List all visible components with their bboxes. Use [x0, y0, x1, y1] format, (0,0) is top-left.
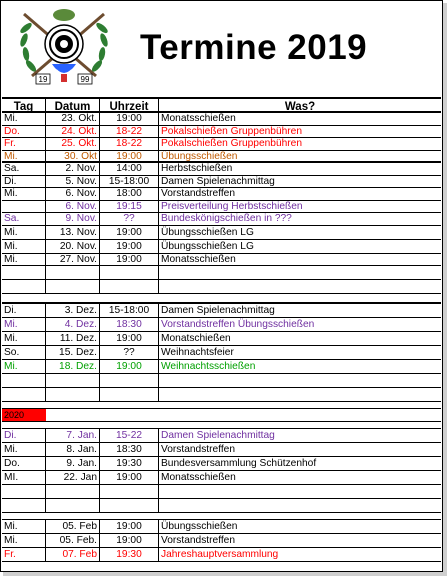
table-row	[2, 534, 441, 548]
cell-time	[100, 388, 159, 401]
table-row	[2, 176, 441, 189]
cell-what: Jahreshauptversammlung	[161, 549, 279, 560]
cell-date: 07. Feb	[46, 548, 100, 561]
cell-time: 19:00	[100, 240, 159, 253]
table-row	[2, 318, 441, 332]
cell-what: Monatsschießen	[161, 253, 236, 265]
cell-what: Weihnachtsschießen	[161, 361, 256, 372]
empty-row	[2, 280, 441, 294]
cell-day	[2, 499, 46, 512]
cell-date: 2. Nov.	[46, 163, 100, 175]
cell-time: 19:15	[100, 201, 159, 213]
cell-day: Mi.	[2, 240, 46, 253]
header-time: Uhrzeit	[100, 99, 159, 111]
cell-time: 15-22	[100, 429, 159, 442]
cell-day: Fr.	[2, 138, 46, 150]
cell-date: 15. Dez.	[46, 346, 100, 359]
cell-date	[46, 499, 100, 512]
cell-what: Damen Spielenachmittag	[161, 175, 275, 187]
cell-time: 19:30	[100, 457, 159, 470]
cell-day: Mi.	[2, 188, 46, 200]
header-date: Datum	[46, 99, 100, 111]
cell-time: 18:00	[100, 188, 159, 200]
cell-date: 11. Dez.	[46, 332, 100, 345]
cell-what: Bundeskönigschießen in ???	[161, 213, 292, 224]
table-row	[2, 163, 441, 176]
page-shadow-bottom	[3, 572, 447, 576]
table-row	[2, 429, 441, 443]
year-2020-divider	[2, 409, 441, 422]
cell-day: So.	[2, 346, 46, 359]
cell-date: 05. Feb	[46, 520, 100, 533]
table-row	[2, 443, 441, 457]
table-row	[2, 548, 441, 562]
cell-time	[100, 266, 159, 279]
table-row	[2, 113, 441, 126]
cell-date: 24. Okt.	[46, 126, 100, 138]
cell-time: 19:00	[100, 151, 159, 162]
cell-date: 9. Jan.	[46, 457, 100, 470]
empty-row	[2, 485, 441, 499]
cell-date: 5. Nov.	[46, 176, 100, 188]
empty-row	[2, 266, 441, 280]
cell-day: Mi.	[2, 254, 46, 266]
cell-time: 14:00	[100, 163, 159, 175]
cell-what	[159, 388, 441, 401]
cell-what: Übungsschießen LG	[161, 240, 254, 252]
cell-time: 19:00	[100, 534, 159, 547]
cell-date: 18. Dez.	[46, 360, 100, 373]
cell-what: Vorstandstreffen	[161, 535, 236, 546]
cell-date: 9. Nov.	[46, 213, 100, 225]
schedule-table	[2, 97, 441, 562]
cell-day	[2, 485, 46, 498]
cell-day: Mi.	[2, 520, 46, 533]
empty-row	[2, 499, 441, 513]
cell-date	[46, 485, 100, 498]
cell-date: 4. Dez.	[46, 318, 100, 331]
cell-date: 05. Feb.	[46, 534, 100, 547]
spacer-row	[2, 422, 441, 429]
cell-what: Preisverteilung Herbstschießen	[161, 200, 303, 212]
cell-day: Mi.	[2, 534, 46, 547]
cell-day: Sa.	[2, 213, 46, 225]
table-row	[2, 254, 441, 267]
cell-time: 19:00	[100, 332, 159, 345]
spacer-row	[2, 513, 441, 520]
cell-what	[159, 374, 441, 387]
table-row	[2, 213, 441, 226]
logo-year-left: 19	[38, 75, 48, 84]
cell-date: 20. Nov.	[46, 240, 100, 253]
table-row	[2, 188, 441, 201]
cell-date: 30. Okt	[46, 151, 100, 162]
cell-day: Do.	[2, 457, 46, 470]
empty-row	[2, 374, 441, 388]
table-row	[2, 520, 441, 534]
cell-what: Herbstschießen	[161, 163, 233, 174]
cell-time: ??	[100, 346, 159, 359]
cell-day: Sa.	[2, 163, 46, 175]
cell-time: 19:30	[100, 548, 159, 561]
cell-day: Fr.	[2, 548, 46, 561]
table-row	[2, 304, 441, 318]
cell-date: 3. Dez.	[46, 304, 100, 317]
table-row	[2, 201, 441, 214]
table-row	[2, 457, 441, 471]
cell-day: Mi.	[2, 113, 46, 125]
cell-what: Monatschießen	[161, 333, 231, 344]
year-2020-label: 2020	[2, 409, 46, 421]
cell-day: Mi.	[2, 226, 46, 239]
cell-date	[46, 280, 100, 293]
cell-day	[2, 201, 46, 213]
cell-time	[100, 485, 159, 498]
cell-time: 19:00	[100, 360, 159, 373]
cell-time: 19:00	[100, 254, 159, 266]
cell-time: 18-22	[100, 138, 159, 150]
table-row	[2, 226, 441, 240]
cell-day	[2, 266, 46, 279]
cell-day: Di.	[2, 176, 46, 188]
empty-row	[2, 388, 441, 402]
cell-what: Übungsschießen	[161, 521, 238, 532]
table-row	[2, 138, 441, 151]
cell-what	[159, 266, 441, 279]
table-row	[2, 471, 441, 485]
cell-what: Monatsschießen	[161, 472, 236, 483]
cell-time: 19:00	[100, 113, 159, 125]
header-day: Tag	[2, 99, 46, 111]
cell-what: Monatsschießen	[161, 113, 236, 124]
cell-day	[2, 374, 46, 387]
cell-time: 18:30	[100, 318, 159, 331]
cell-what: Bundesversammlung Schützenhof	[161, 458, 317, 469]
cell-what: Damen Spielenachmittag	[161, 305, 275, 316]
cell-date: 27. Nov.	[46, 254, 100, 266]
cell-date: 22. Jan	[46, 471, 100, 484]
spacer-row	[2, 402, 441, 409]
cell-what	[159, 499, 441, 512]
cell-what	[159, 485, 441, 498]
cell-day: MI.	[2, 471, 46, 484]
cell-what: Pokalschießen Gruppenbühren	[161, 125, 303, 137]
cell-time: 19:00	[100, 471, 159, 484]
cell-what: Weihnachtsfeier	[161, 347, 234, 358]
header-what: Was?	[284, 101, 316, 111]
cell-what: Damen Spielenachmittag	[161, 430, 275, 441]
cell-what: Pokalschießen Gruppenbühren	[161, 138, 303, 149]
cell-day: Di.	[2, 304, 46, 317]
cell-time: 15-18:00	[100, 176, 159, 188]
table-row	[2, 332, 441, 346]
table-row	[2, 360, 441, 374]
cell-what: Übungsschießen	[161, 150, 238, 161]
cell-day	[2, 280, 46, 293]
cell-day: Di.	[2, 429, 46, 442]
cell-what: Vorstandstreffen	[161, 444, 236, 455]
spacer-row	[2, 294, 441, 304]
cell-day: Do.	[2, 126, 46, 138]
table-row	[2, 151, 441, 164]
cell-time	[100, 499, 159, 512]
cell-date	[46, 374, 100, 387]
cell-time	[100, 374, 159, 387]
table-row	[2, 240, 441, 254]
cell-what: Vorstandstreffen Übungsschießen	[161, 319, 315, 330]
cell-day: Mi.	[2, 151, 46, 162]
cell-date	[46, 266, 100, 279]
table-row	[2, 346, 441, 360]
table-row	[2, 126, 441, 139]
logo-year-right: 99	[80, 75, 90, 84]
cell-date: 23. Okt.	[46, 113, 100, 125]
cell-day: Mi.	[2, 318, 46, 331]
cell-day: Mi.	[2, 443, 46, 456]
page-shadow-right	[443, 3, 447, 576]
cell-day: Mi.	[2, 332, 46, 345]
cell-time: ??	[100, 213, 159, 225]
table-header-row	[2, 97, 441, 113]
cell-time: 18-22	[100, 126, 159, 138]
cell-day	[2, 388, 46, 401]
cell-date: 6. Nov.	[46, 201, 100, 213]
cell-time: 15-18:00	[100, 304, 159, 317]
cell-date	[46, 388, 100, 401]
cell-what: Vorstandstreffen	[161, 188, 236, 199]
cell-date: 6. Nov.	[46, 188, 100, 200]
club-emblem-logo	[18, 6, 110, 92]
cell-day: Mi.	[2, 360, 46, 373]
cell-what	[159, 280, 441, 293]
cell-date: 7. Jan.	[46, 429, 100, 442]
cell-time: 18:30	[100, 443, 159, 456]
cell-time: 19:00	[100, 520, 159, 533]
cell-date: 8. Jan.	[46, 443, 100, 456]
cell-time: 19:00	[100, 226, 159, 239]
cell-date: 13. Nov.	[46, 226, 100, 239]
cell-time	[100, 280, 159, 293]
cell-date: 25. Okt.	[46, 138, 100, 150]
page-title: Termine 2019	[140, 28, 368, 67]
cell-what: Übungsschießen LG	[161, 226, 254, 238]
